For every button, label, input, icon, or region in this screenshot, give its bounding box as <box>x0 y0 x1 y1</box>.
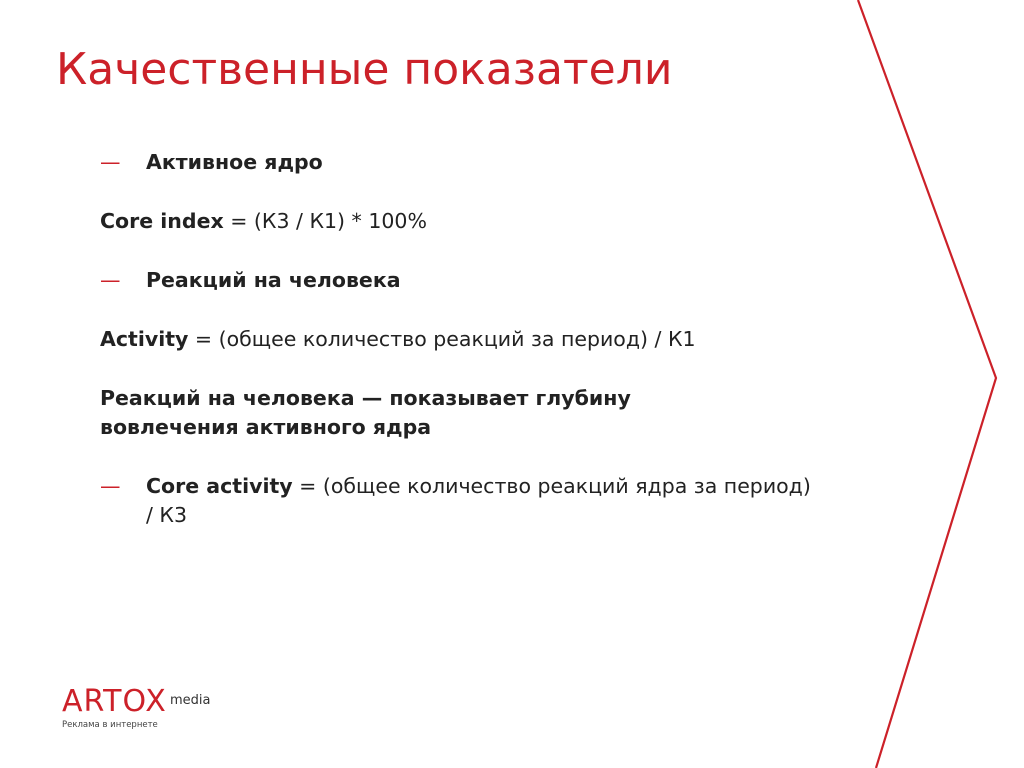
core-index-formula <box>100 207 820 236</box>
core-index-expression: = (К3 / К1) * 100% <box>223 209 427 233</box>
core-activity-expression: = (общее количество реакций ядра за период) / К3 <box>146 474 811 527</box>
logo-brand: ARTOX <box>62 684 167 719</box>
core-index-name: Core index <box>100 209 224 233</box>
core-activity-name: Core activity <box>146 474 293 498</box>
logo-tagline: Реклама в интернете <box>62 720 158 730</box>
artox-logo <box>62 684 222 735</box>
activity-expression: = (общее количество реакций за период) / К1 <box>188 327 696 351</box>
red-dash-icon: — <box>100 150 121 174</box>
red-dash-icon: — <box>100 474 121 498</box>
logo-suffix: media <box>170 693 211 708</box>
activity-formula <box>100 325 820 354</box>
slide-title: Качественные показатели <box>56 44 673 95</box>
bullet-core-heading <box>100 148 820 177</box>
bullet-reactions-heading <box>100 266 820 295</box>
description-text: Реакций на человека — показывает глубину вовлечения активного ядра <box>100 386 631 439</box>
red-dash-icon: — <box>100 268 121 292</box>
slide-content <box>100 148 820 530</box>
reactions-heading-text: Реакций на человека <box>146 268 401 292</box>
core-heading-text: Активное ядро <box>146 150 323 174</box>
activity-name: Activity <box>100 327 189 351</box>
bullet-core-activity <box>100 472 820 530</box>
